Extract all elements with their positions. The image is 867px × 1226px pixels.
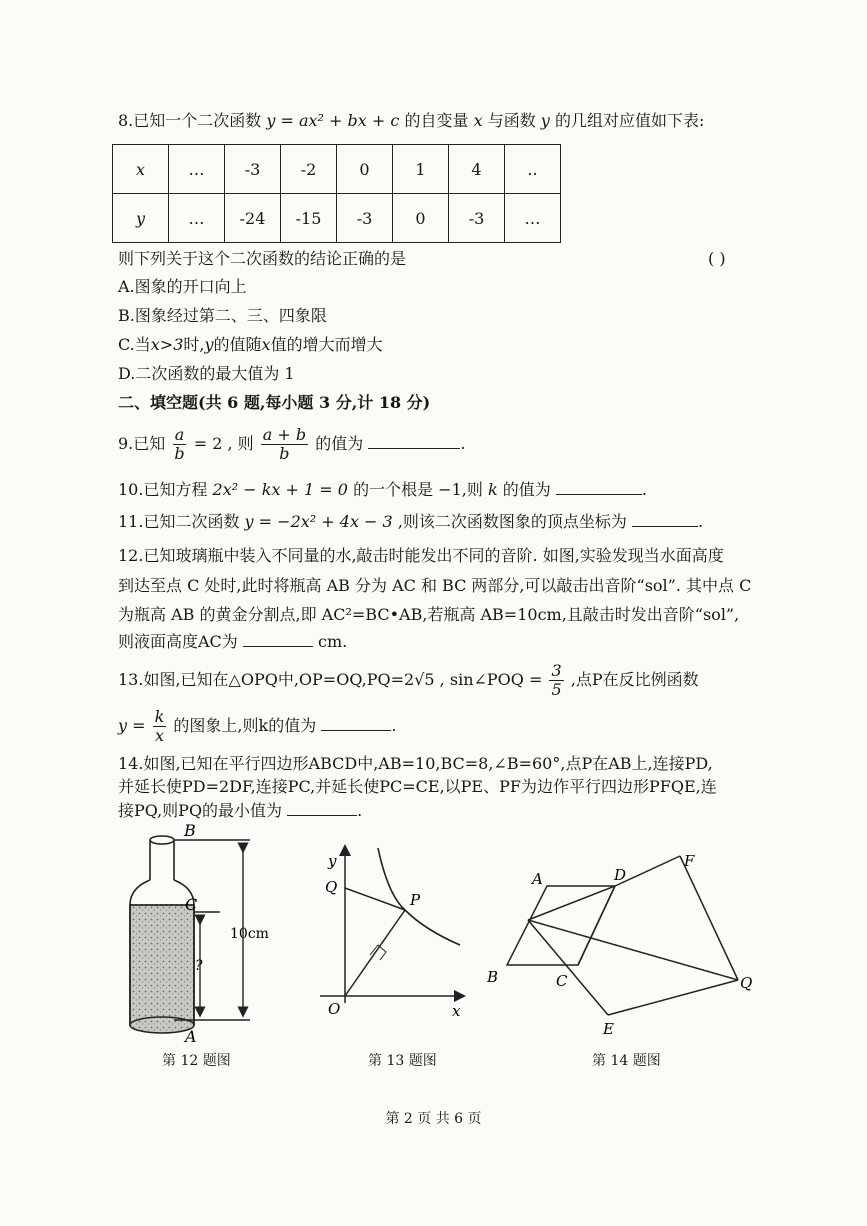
option-c-text3: 的值随 <box>213 335 262 354</box>
table-cell: … <box>169 145 225 194</box>
fig12-bottle <box>130 836 194 1033</box>
q9-prefix: 9.已知 <box>118 434 166 453</box>
q10-suffix: 的值为 <box>502 480 551 499</box>
option-c-var-y: y <box>204 335 214 354</box>
q9-eq: = 2 , 则 <box>193 434 254 453</box>
fig14-label-c: C <box>556 972 568 990</box>
q12-line2: 到达至点 C 处时,此时将瓶高 AB 分为 AC 和 BC 两部分,可以敲击出音阶“sol”. 其中点 C <box>118 576 752 595</box>
table-cell: … <box>505 194 561 243</box>
fig14-label-q: Q <box>740 974 753 992</box>
q8-option-a[interactable]: A.图象的开口向上 <box>118 277 247 296</box>
fig12-height-label: 10cm <box>230 926 269 942</box>
fig13-label-o: O <box>328 1000 341 1018</box>
q8-stem-text3: 与函数 <box>487 111 536 130</box>
fig12-caption: 第 12 题图 <box>162 1053 231 1069</box>
q12-line1: 12.已知玻璃瓶中装入不同量的水,敲击时能发出不同的音阶. 如图,实验发现当水面高度 <box>118 546 724 565</box>
q8-option-b[interactable]: B.图象经过第二、三、四象限 <box>118 306 327 325</box>
q8-stem-text2: 的自变量 <box>404 111 469 130</box>
q13-y-eq: y = <box>118 716 146 735</box>
q9-end: . <box>460 434 466 453</box>
q13-sin: sin∠POQ = <box>449 670 543 689</box>
q8-var-x: x <box>473 111 483 130</box>
table-header-x: x <box>113 145 169 194</box>
table-cell: -2 <box>281 145 337 194</box>
table-cell: 1 <box>393 145 449 194</box>
q12-unit: cm. <box>318 632 348 651</box>
q14-line1: 14.如图,已知在平行四边形ABCD中,AB=10,BC=8,∠B=60°,点P在AB上,连接PD, <box>118 754 713 773</box>
frac-num: k <box>154 707 165 726</box>
fig14-label-e: E <box>603 1020 614 1038</box>
q14-line2: 并延长使PD=2DF,连接PC,并延长使PC=CE,以PE、PF为边作平行四边形PFQE,连 <box>118 777 717 796</box>
q13-end: . <box>391 716 397 735</box>
q8-stem-text: 8.已知一个二次函数 <box>118 111 262 130</box>
q14-end: . <box>357 801 363 820</box>
table-cell: -3 <box>337 194 393 243</box>
table-cell: -3 <box>225 145 281 194</box>
frac-num: 3 <box>551 661 562 680</box>
q8-option-d[interactable]: D.二次函数的最大值为 1 <box>118 364 295 383</box>
fig12-label-c: C <box>185 895 198 914</box>
q8-stem-text4: 的几组对应值如下表: <box>554 111 705 130</box>
q13-text: 13.如图,已知在△OPQ中,OP=OQ,PQ=2√5 , <box>118 670 445 689</box>
table-cell: 0 <box>337 145 393 194</box>
q10-prefix: 10.已知方程 <box>118 480 208 499</box>
page-footer: 第 2 页 共 6 页 <box>385 1111 482 1127</box>
q13-text3: 的图象上,则k的值为 <box>173 716 317 735</box>
q9-suffix: 的值为 <box>315 434 364 453</box>
fig13-label-y: y <box>328 852 337 870</box>
q8-var-y: y <box>540 111 550 130</box>
table-header-y: y <box>113 194 169 243</box>
option-c-text2: 时, <box>183 335 205 354</box>
frac-num: a <box>174 425 185 444</box>
frac-den: 5 <box>551 680 562 699</box>
q10-var-k: k <box>487 480 498 499</box>
fig13-label-q: Q <box>325 878 338 896</box>
fig13-label-p: P <box>410 891 421 909</box>
fig14-label-a: A <box>532 870 543 888</box>
q12-line3: 为瓶高 AB 的黄金分割点,即 AC²=BC•AB,若瓶高 AB=10cm,且敲击时发出音阶“sol”, <box>118 605 740 624</box>
option-c-text4: 值的增大而增大 <box>270 335 383 354</box>
option-c-var-x: x <box>261 335 271 354</box>
fig14-label-f: F <box>684 852 695 870</box>
section-heading: 二、填空题(共 6 题,每小题 3 分,计 18 分) <box>118 393 431 412</box>
frac-den: x <box>154 726 164 745</box>
q11-suffix: ,则该二次函数图象的顶点坐标为 <box>397 512 627 531</box>
table-cell: 4 <box>449 145 505 194</box>
fig14-label-b: B <box>487 968 499 986</box>
q10-equation: 2x² − kx + 1 = 0 <box>212 480 348 499</box>
fig13-caption: 第 13 题图 <box>368 1053 437 1069</box>
fig14-label-d: D <box>614 866 627 884</box>
fig13-triangle <box>345 888 405 996</box>
q10-mid: 的一个根是 −1,则 <box>353 480 483 499</box>
fig13-axes <box>320 850 460 1003</box>
answer-paren: ( ) <box>708 249 726 268</box>
fig13-label-x: x <box>452 1002 461 1020</box>
table-cell: -15 <box>281 194 337 243</box>
frac-den: b <box>279 444 290 463</box>
frac-den: b <box>174 444 185 463</box>
q13-text2: ,点P在反比例函数 <box>570 670 699 689</box>
option-c-text: C.当 <box>118 335 151 354</box>
table-cell: … <box>169 194 225 243</box>
table-cell: -3 <box>449 194 505 243</box>
q11-prefix: 11.已知二次函数 <box>118 512 240 531</box>
fig12-unknown: ? <box>195 958 203 974</box>
fig12-label-a: A <box>185 1027 197 1046</box>
fig12-label-b: B <box>184 821 196 840</box>
table-cell: -24 <box>225 194 281 243</box>
frac-num: a + b <box>262 425 307 444</box>
option-c-cond: x>3 <box>150 335 184 354</box>
table-cell: .. <box>505 145 561 194</box>
q11-equation: y = −2x² + 4x − 3 <box>244 512 393 531</box>
q8-question: 则下列关于这个二次函数的结论正确的是 <box>118 249 407 268</box>
q12-line4-text: 则液面高度AC为 <box>118 632 238 651</box>
q11-end: . <box>698 512 704 531</box>
fig14-caption: 第 14 题图 <box>592 1053 661 1069</box>
q10-end: . <box>641 480 647 499</box>
table-cell: 0 <box>393 194 449 243</box>
q14-line3-text: 接PQ,则PQ的最小值为 <box>118 801 283 820</box>
q8-formula: y = ax² + bx + c <box>266 111 400 130</box>
